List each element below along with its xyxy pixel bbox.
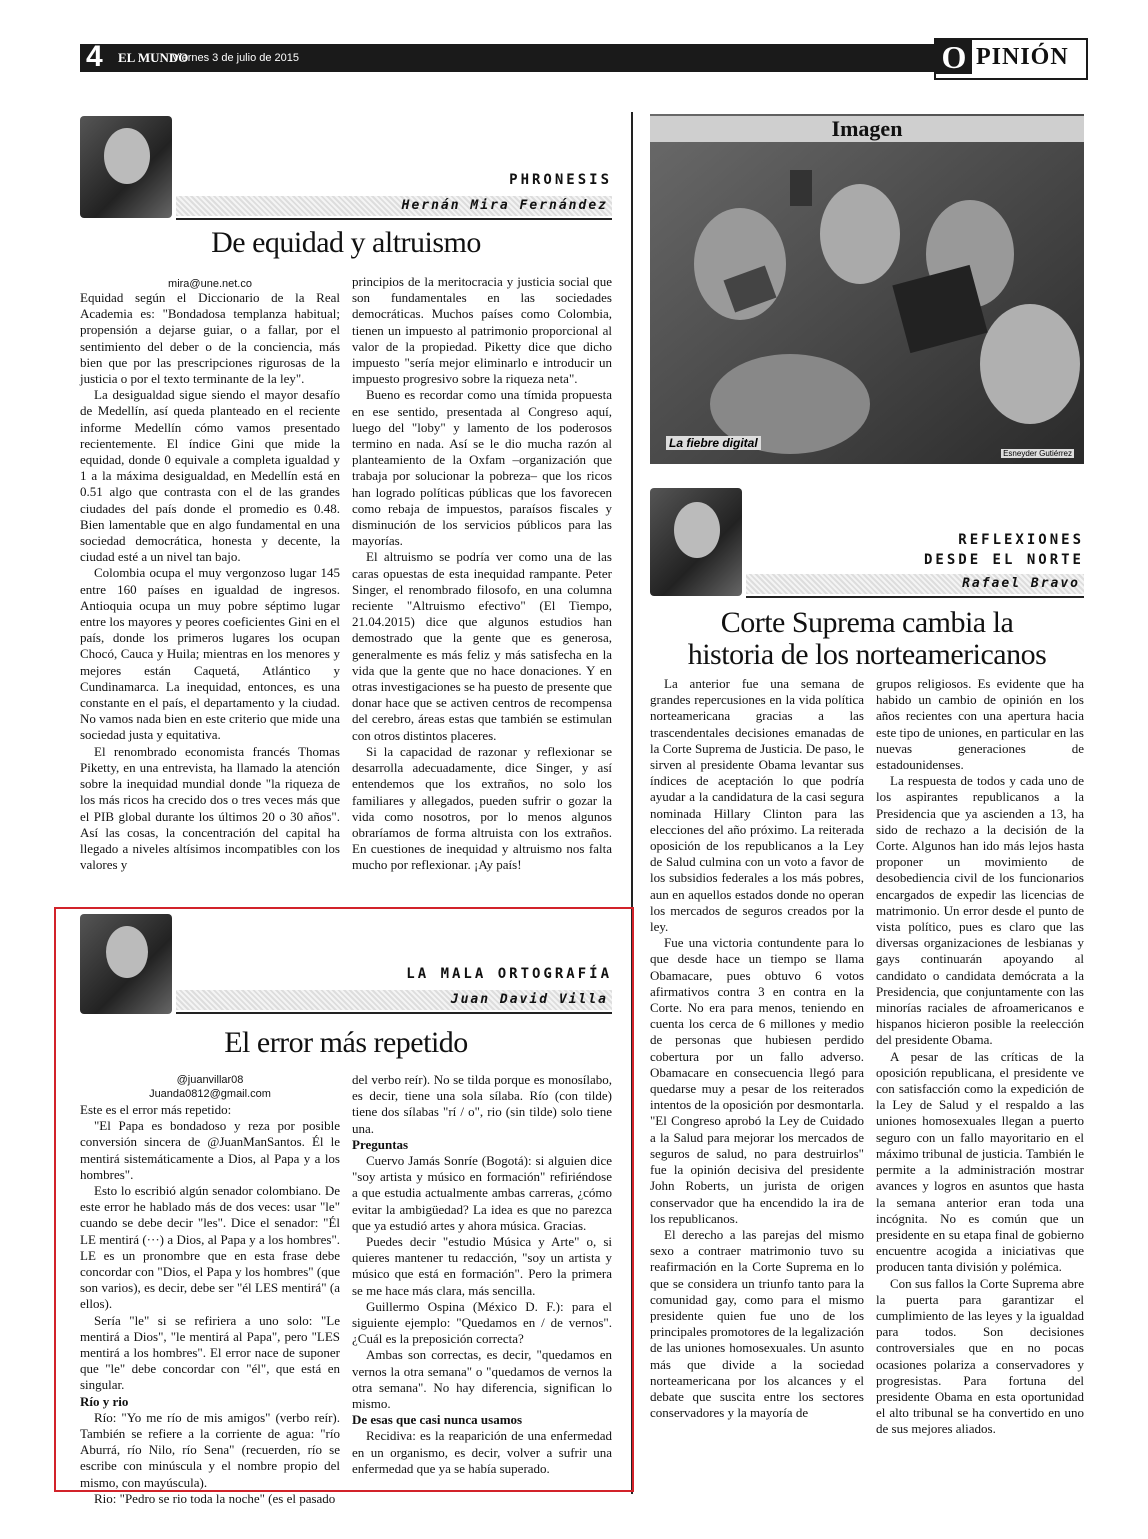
author-portrait	[650, 488, 742, 596]
paragraph: Ambas son correctas, es decir, "quedamos en vernos la otra semana" o "quedamos de vernos la otra semana". No hay diferencia, significan lo mismo.	[352, 1347, 612, 1412]
photo-caption: La fiebre digital	[666, 436, 761, 450]
paragraph: Rio: "Pedro se rio toda la noche" (es el pasado	[94, 1490, 336, 1506]
byline-rule	[176, 1012, 612, 1014]
article-column-2	[876, 676, 1084, 1490]
byline-rule	[176, 218, 612, 220]
paragraph: Si la capacidad de razonar y reflexionar se desarrolla adecuadamente, dice Singer, y así entendemos que los extraños, no solo los familiares y allegados, pueden sufrir o gozar la vida como nosotros, por lo menos algunos obraríamos de forma altruista con los extraños. En cuestiones de inequidad y altruismo nos falta mucho por reflexionar. ¡Ay país!	[352, 743, 612, 873]
author-email: mira@une.net.co	[168, 278, 252, 290]
author-twitter: @juanvillar08	[176, 1074, 244, 1086]
paragraph: El renombrado economista francés Thomas Piketty, en una entrevista, ha llamado la atención sobre la inequidad mundial donde "la riqueza de los más ricos ha crecido dos o tres veces más que el PIB global durante los últimos 20 o 30 años". Así las cosas, la concentración del capital ha llegado a niveles altísimos incompatibles con los valores y	[80, 743, 340, 873]
paragraph: La desigualdad sigue siendo el mayor desafío de Medellín, así queda planteado en el reciente informe Medellín cómo vamos presentado recientemente. El índice Gini que mide la equidad, donde 0 equivale a completa igualdad y 1 a la máxima desigualdad, en Medellín está en 0.51 algo que contrasta con el de las grandes ciudades del país donde el promedio es 0.48. Bien lamentable que en algo fundamental en una sociedad democrática, honesta y decente, la ciudad esté a un nivel tan bajo.	[80, 387, 340, 565]
section-title: PINIÓN	[976, 44, 1069, 70]
paragraph: Con sus fallos la Corte Suprema abre la puerta para garantizar el cumplimiento de las leyes y la igualdad para todos. Son decisiones controversiales que en no pocas ocasiones polariza a conservadores y progresistas. Para fortuna del presidente Obama en esta oportunidad el alto tribunal se ha convertido en uno de sus mejores aliados.	[876, 1275, 1084, 1437]
headline: El error más repetido	[224, 1026, 468, 1059]
paragraph: principios de la meritocracia y justicia social que son fundamentales en las sociedades democráticas. Muchos países como Colombia, tienen un impuesto al patrimonio proporcional al valor de la propiedad. Piketty dice que dicho impuesto "sería mejor eliminarlo e introducir un impuesto progresivo sobre la riqueza neta".	[352, 274, 612, 387]
paragraph: grupos religiosos. Es evidente que ha habido un cambio de opinión en los años recientes con una apertura hacia este tipo de uniones, en particular en las nuevas generaciones de estadounidenses.	[876, 676, 1084, 773]
byline-rule	[746, 596, 1084, 598]
paragraph: Preguntas	[352, 1136, 409, 1152]
paragraph: De esas que casi nunca usamos	[352, 1412, 523, 1428]
page-number: 4	[86, 40, 103, 73]
paragraph: La respuesta de todos y cada uno de los aspirantes republicanos a la Presidencia que ya ascienden a 13, ha sido de rechazo a la decisión de la Corte. Algunos han ido más lejos hasta proponer un movimiento de desobediencia civil de los funcionarios encargados de expedir las licencias de matrimonio. Un error desde el punto de vista político, pues es claro que las diversas organizaciones de lesbianas y gays continuarán apoyando al candidato o candidata demócrata a la Presidencia, que conjuntamente con las minorías raciales de afroamericanos e hispanos hicieron posible la reelección del presidente Obama.	[876, 773, 1084, 1048]
paragraph: El altruismo se podría ver como una de las caras opuestas de esta inequidad rampante. Peter Singer, el renombrado filosofo, en una columna reciente "Altruismo efectivo" (El Tiempo, 21.04.2015) dice que algunos estudios han demostrado que la gente que es generosa, generalmente es más feliz y más satisfecha en la vida que la gente que no hace donaciones. Y en otras investigaciones se ha puesto de presente que donar hace que se activen centros de recompensa del cerebro, áreas estas que también se estimulan con otros distintos placeres.	[352, 549, 612, 743]
article-column-1	[650, 676, 864, 1490]
paragraph: Puedes decir "estudio Música y Arte" o, si quieres mantener tu redacción, "soy un artista y músico que está en formación". Pero la primera se me hace más clara, más sencilla.	[352, 1234, 612, 1298]
paragraph: Equidad según el Diccionario de la Real Academia es: "Bondadosa templanza habitual; propensión a dejarse guiar, o a fallar, por el sentimiento del deber o de la conciencia, más bien que por las prescripciones rigurosas de la justicia o por el texto terminante de la ley".	[80, 290, 340, 387]
photo-credit: Esneyder Gutiérrez	[1003, 449, 1072, 458]
paragraph: Este es el error más repetido:	[80, 1102, 232, 1117]
paragraph: Bueno es recordar como una tímida propuesta en ese sentido, presentada al Congreso aquí, luego del "loby" y lamento de los poderosos termino en nada. Así se le dio mucha razón al planteamiento de la Oxfam –organización que trabaja por solucionar la pobreza– que los ricos han logrado políticas públicas que los favorecen como rebaja de impuestos, paraísos fiscales y disminución de los servicios públicos para las mayorías.	[352, 387, 612, 549]
paragraph: Río y rio	[80, 1393, 129, 1409]
column-name: REFLEXIONES	[958, 532, 1084, 548]
headline: historia de los norteamericanos	[687, 638, 1047, 671]
author-email: Juanda0812@gmail.com	[149, 1088, 271, 1100]
article-column-2	[352, 1072, 612, 1486]
news-photo	[650, 114, 1084, 464]
paragraph: Fue una victoria contundente para lo que desde hace un tiempo se llama Obamacare, pues obtuvo 6 votos afirmativos contra 3 en contra en la Corte. No era para menos, teniendo en cuenta los cerca de 6 millones y medio de personas que hubiesen perdido cobertura por un fallo adverso. Obamacare en consecuencia llegó para quedarse muy a pesar de los reiterados intentos de la oposición por desmontarla. "El Congreso aprobó la Ley de Cuidado a la Salud para mejorar los mercados de seguros de salud, no para destruirlos" fue la opinión decisiva del presidente John Roberts, un jurista de origen conservador que ha encendido la ira de los republicanos.	[650, 935, 864, 1226]
author-name: Juan David Villa	[176, 990, 612, 1010]
photo-section-title: Imagen	[650, 116, 1084, 142]
article-column-1	[80, 1102, 340, 1506]
author-portrait	[80, 914, 172, 1014]
headline: Corte Suprema cambia la	[720, 606, 1014, 639]
paragraph: "El Papa es bondadoso y reza por posible conversión sincera de @JuanManSantos. Él le mentirá sistemáticamente a Dios, al Papa y a los hombres".	[80, 1118, 340, 1182]
paragraph: del verbo reír). No se tilda porque es monosílabo, es decir, tiene una sola sílaba. Río (con tilde) tiene dos sílabas "rí / o", rio (sin tilde) solo tiene una.	[352, 1072, 612, 1136]
author-portrait	[80, 116, 172, 218]
author-name: Rafael Bravo	[746, 574, 1084, 594]
article-column-1	[80, 290, 340, 894]
publication-date: Viernes 3 de julio de 2015	[172, 52, 300, 64]
paragraph: Esto lo escribió algún senador colombiano. De este error he hablado más de dos veces: usar "le" cuando se debe decir "les". Dice el senador: "Él LE mentirá (···) a Dios, al Papa y a los hombres". LE es un pronombre que en esta frase debe concordar con "Dios, el Papa y los hombres" (que son varios), es decir, debe ser "él LES mentirá" (a ellos).	[80, 1183, 340, 1312]
paragraph: Guillermo Ospina (México D. F.): para el siguiente ejemplo: "Quedamos en / de vernos". ¿Cuál es la preposición correcta?	[352, 1298, 612, 1347]
column-name: PHRONESIS	[509, 172, 612, 188]
newspaper-name: EL MUNDO	[118, 50, 189, 65]
column-name: LA MALA ORTOGRAFÍA	[406, 966, 612, 982]
paragraph: Colombia ocupa el muy vergonzoso lugar 145 entre 160 países en igualdad de ingresos. Antioquia ocupa un muy pobre séptimo lugar entre los mayores y peores coeficientes Gini en el país, donde los primeros lugares los ocupan Chocó, Cauca y Huila; mientras en los menores y mejores están Caquetá, Atlántico y Cundinamarca. La inequidad, entonces, es una constante en el país, el departamento y la ciudad. No vamos nada bien en este criterio que mide una sociedad justa y equitativa.	[80, 565, 340, 743]
paragraph: Cuervo Jamás Sonríe (Bogotá): si alguien dice "soy artista y músico en formación" refiriéndose a que estudia actualmente ambas carreras, ¿cómo evitar la ambigüedad? La idea es que no parezca que ya estudió artes y ahora música. Gracias.	[352, 1153, 612, 1233]
paragraph: Recidiva: es la reaparición de una enfermedad en un organismo, es decir, volver a sufrir una enfermedad que ya se había superado.	[352, 1428, 612, 1476]
column-name: DESDE EL NORTE	[923, 552, 1084, 568]
article-column-2	[352, 274, 612, 894]
crowd-photo	[650, 114, 1084, 464]
headline: De equidad y altruismo	[211, 226, 481, 259]
paragraph: Sería "le" si se refiriera a uno solo: "Le mentirá a Dios", "le mentirá al Papa", pero "LES mentirá a los hombres". El error nace de suponer que "le" debe concordar con "él", que está en singular.	[80, 1312, 340, 1393]
paragraph: La anterior fue una semana de grandes repercusiones en la vida política norteamericana gracias a las trascendentales decisiones emanadas de la Corte Suprema de Justicia. De paso, le sirven al presidente Obama levantar sus índices de aceptación lo que podría ayudar a la candidatura de la casi segura nominada Hillary Clinton para las elecciones del año próximo. La reiterada oposición de los republicanos a la Ley de Salud culmina con un voto a favor de los subsidios federales a los más pobres, aun en aquellos estados donde no operan los mercados de seguros creados por la ley.	[650, 676, 864, 935]
paragraph: A pesar de las críticas de la oposición republicana, el presidente ve con satisfacción como la expedición de la Ley de Salud y el respaldo a las uniones homosexuales llegan a puerto seguro con un fallo mayoritario en el máximo tribunal de justicia. También le permite a la administración mostrar avances y logros en asuntos que hasta la semana anterior eran toda una incógnita. No es común que un presidente en su etapa final de gobierno encuentre acogida a iniciativas que producen tanta división y polémica.	[876, 1048, 1084, 1275]
paragraph: Río: "Yo me río de mis amigos" (verbo reír). También se refiere a la corriente de agua: "río Aburrá, río Nilo, río Sena" (recuerden, río se escribe con minúscula y el nombre propio del mismo, con mayúscula).	[80, 1409, 340, 1490]
paragraph: El derecho a las parejas del mismo sexo a contraer matrimonio tuvo su reafirmación en la Corte Suprema en lo que se considera un triunfo tanto para la comunidad gay, como para el mismo presidente quien fue uno de los principales promotores de la legalización de las uniones homosexuales. Un asunto más que divide a la sociedad norteamericana por los alcances y el debate que suscita entre los sectores conservadores y la mayoría de	[650, 1226, 864, 1421]
section-initial: O	[936, 40, 972, 74]
author-name: Hernán Mira Fernández	[176, 196, 612, 216]
